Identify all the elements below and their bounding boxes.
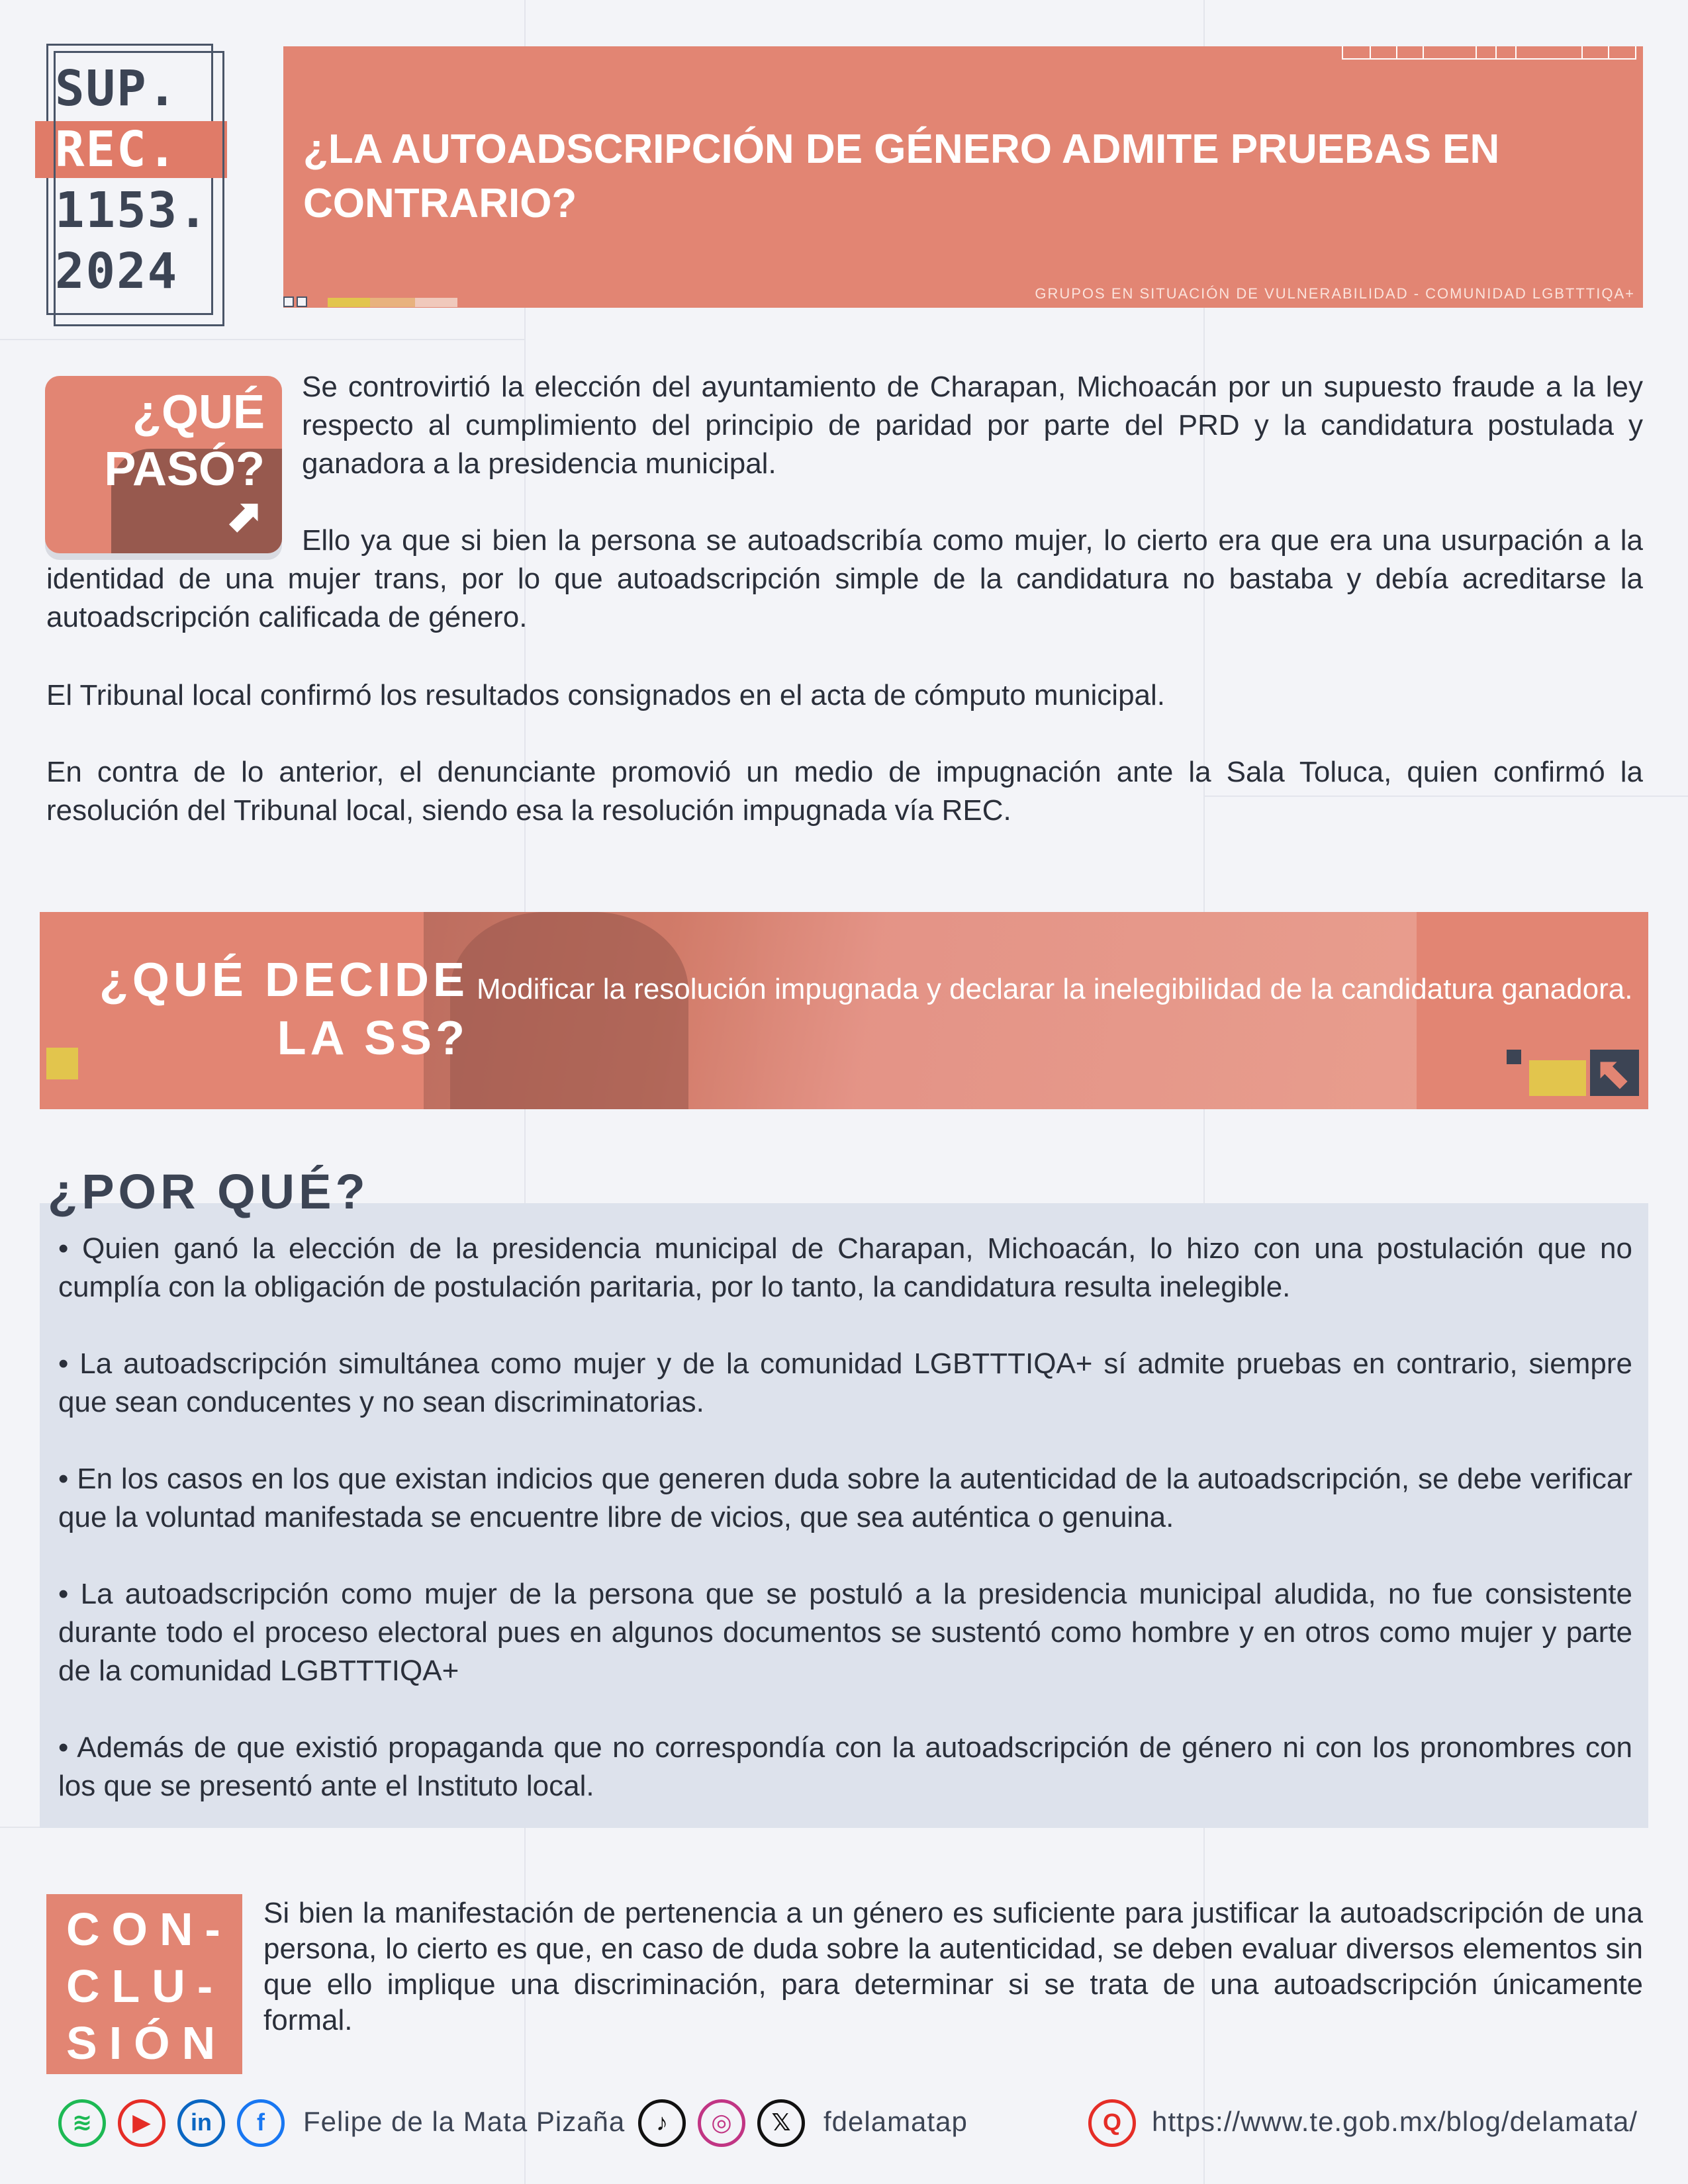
decoration [283, 296, 307, 307]
page-title: ¿LA AUTOADSCRIPCIÓN DE GÉNERO ADMITE PRUEBAS EN CONTRARIO? [303, 126, 1500, 227]
decoration [1507, 1050, 1639, 1096]
reasons-list [58, 1230, 1632, 1844]
tiktok-icon[interactable]: ♪ [638, 2099, 686, 2147]
youtube-icon[interactable]: ▶ [118, 2099, 165, 2147]
search-icon[interactable]: Q [1088, 2099, 1136, 2147]
author-name: Felipe de la Mata Pizaña [303, 2106, 626, 2137]
list-item: • Además de que existió propaganda que no correspondía con la autoadscripción de género ni con los pronombres con los que se presentó ante el Instituto local. [58, 1731, 1632, 1802]
footer [58, 2099, 1647, 2152]
social-handle: fdelamatap [823, 2106, 968, 2137]
decision-banner [40, 912, 1648, 1109]
facebook-icon[interactable]: f [237, 2099, 285, 2147]
paragraph: El Tribunal local confirmó los resultados consignados en el acta de cómputo municipal. [46, 679, 1166, 711]
header-banner [283, 46, 1643, 308]
arrow-up-left-icon: ⬉ [1590, 1050, 1639, 1096]
que-paso-label: ¿QUÉ PASÓ? [104, 386, 265, 496]
paragraph: En contra de lo anterior, el denunciante promovió un medio de impugnación ante la Sala Toluca, quien confirmó la resolución del Tribunal local, siendo esa la resolución impugnada vía REC. [46, 756, 1643, 827]
list-item: • Quien ganó la elección de la presidencia municipal de Charapan, Michoacán, lo hizo con una postulación que no cumplía con la obligación de postulación paritaria, por lo tanto, la candidatura resulta inelegible. [58, 1232, 1632, 1303]
list-item: • En los casos en los que existan indicios que generen duda sobre la autenticidad de la autoadscripción, se debe verificar que la voluntad manifestada se encuentre libre de vicios, que sea auténtica o genuina. [58, 1463, 1632, 1533]
section-title: ¿POR QUÉ? [48, 1164, 369, 1219]
paragraph: Ello ya que si bien la persona se autoadscribía como mujer, lo cierto era que era una usurpación a la identidad de una mujer trans, por lo que autoadscripción simple de la candidatura no bastaba y debía acreditarse la autoadscripción calificada de género. [46, 524, 1643, 633]
conclusion-text: Si bien la manifestación de pertenencia a un género es suficiente para justificar la autoadscripción de una persona, lo cierto es que, en caso de duda sobre la autenticidad, se deben evaluar diversos elementos sin que ello implique una discriminación, para determinar si se trata de una autoadscripción únicamente formal. [263, 1897, 1643, 2036]
gavel-book-photo [424, 912, 1417, 1109]
case-code-line: 2024 [55, 243, 179, 300]
case-number-box [46, 44, 213, 315]
instagram-icon[interactable]: ◎ [698, 2099, 745, 2147]
paragraph: Se controvirtió la elección del ayuntamiento de Charapan, Michoacán por un supuesto fraude a la ley respecto al cumplimiento del principio de paridad por parte del PRD y la candidatura postulada y ganadora a la presidencia municipal. [302, 371, 1643, 480]
linkedin-icon[interactable]: in [177, 2099, 225, 2147]
grid-line [0, 339, 524, 340]
case-code-line: SUP. [55, 60, 179, 117]
ruler-decoration [1342, 46, 1636, 60]
decision-title: ¿QUÉ DECIDE LA SS? [99, 954, 469, 1065]
list-item: • La autoadscripción como mujer de la persona que se postuló a la presidencia municipal aludida, no fue consistente durante todo el proceso electoral pues en algunos documentos se sustentó como hombre y en otros como mujer y parte de la comunidad LGBTTTIQA+ [58, 1578, 1632, 1687]
arrow-up-right-icon: ⬈ [223, 490, 262, 541]
decision-text: Modificar la resolución impugnada y declarar la inelegibilidad de la candidatura ganadora. [477, 973, 1633, 1005]
website-link[interactable]: https://www.te.gob.mx/blog/delamata/ [1152, 2106, 1638, 2137]
conclusion-label: CON- CLU- SIÓN [46, 1894, 242, 2074]
x-icon[interactable]: 𝕏 [757, 2099, 805, 2147]
list-item: • La autoadscripción simultánea como mujer y de la comunidad LGBTTTIQA+ sí admite pruebas en contrario, siempre que sean conducentes y no sean discriminatorias. [58, 1347, 1632, 1418]
case-code-line: 1153. [55, 182, 209, 239]
case-code-line: REC. [35, 121, 227, 178]
decoration [328, 298, 457, 307]
page-subtitle: GRUPOS EN SITUACIÓN DE VULNERABILIDAD - COMUNIDAD LGBTTTIQA+ [1035, 285, 1635, 302]
spotify-icon[interactable]: ≋ [58, 2099, 106, 2147]
